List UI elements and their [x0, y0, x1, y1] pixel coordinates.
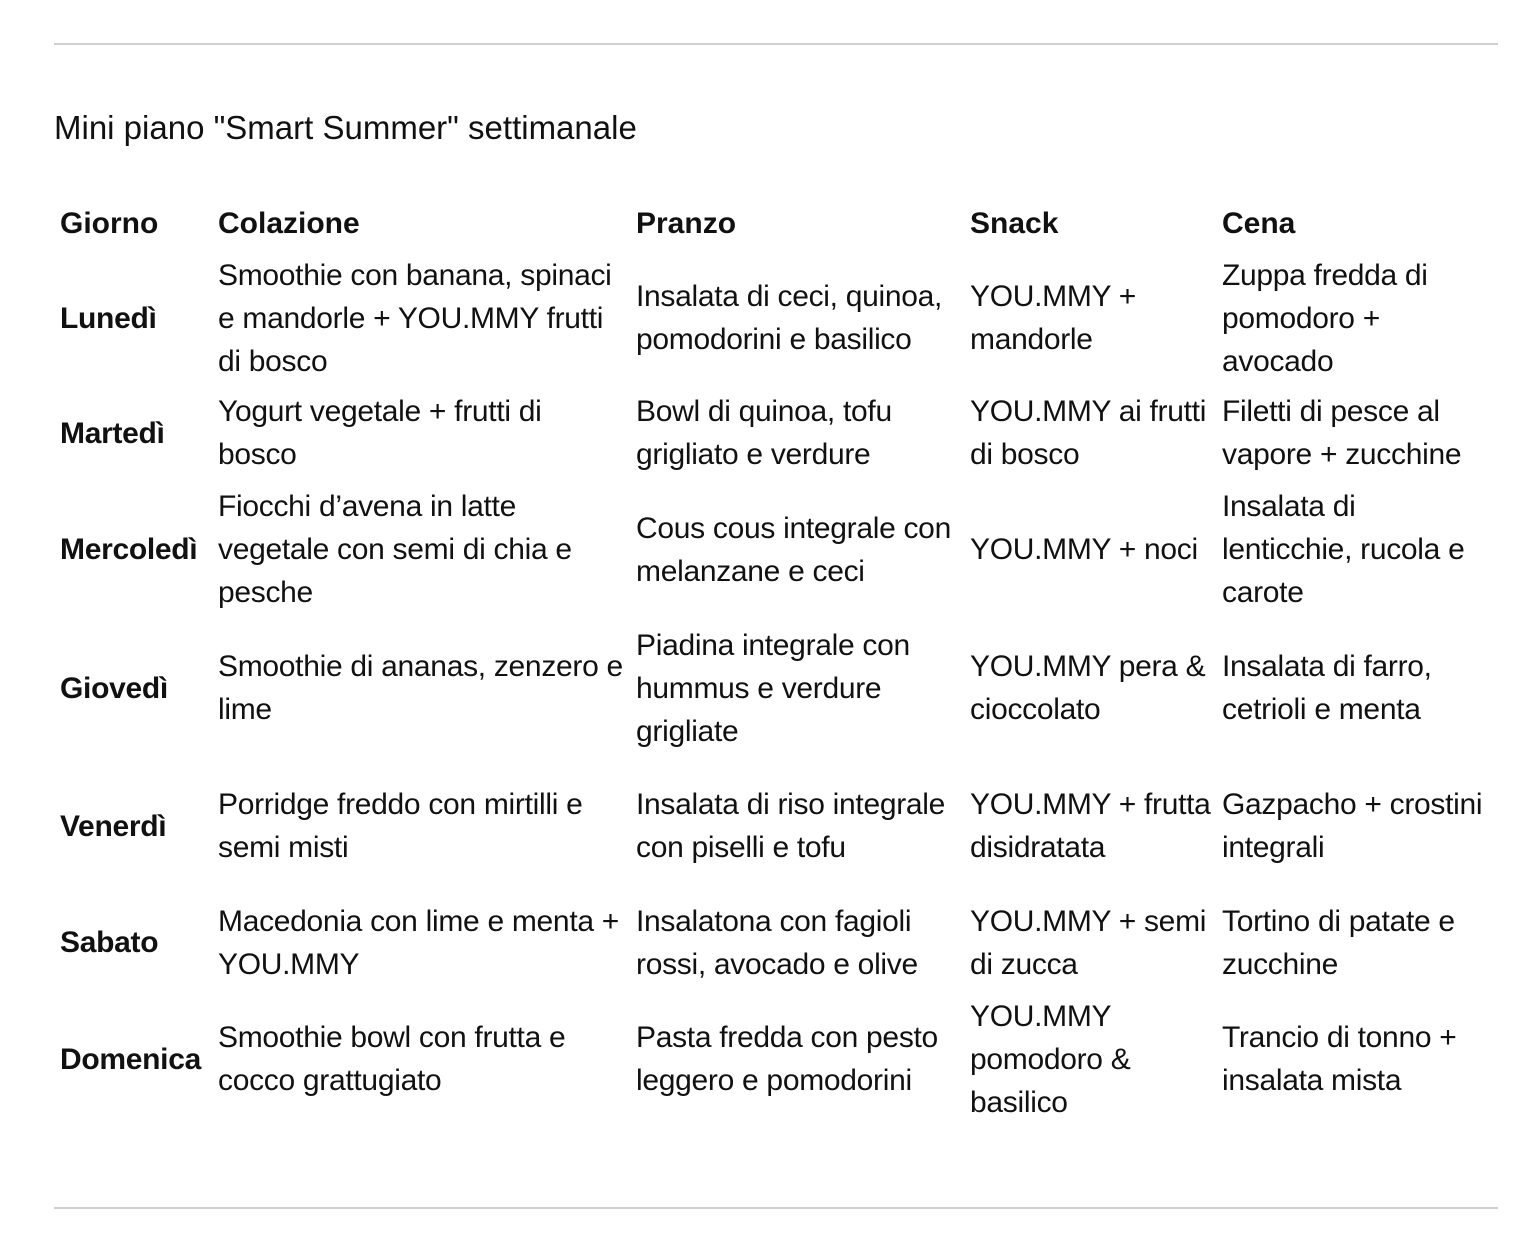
header-giorno: Giorno — [60, 206, 159, 240]
table-row — [56, 386, 1496, 480]
table-row — [56, 619, 1496, 757]
header-cena: Cena — [1222, 206, 1296, 240]
pranzo-cell: Bowl di quinoa, tofu grigliato e verdure — [636, 395, 892, 471]
pranzo-cell: Insalata di ceci, quinoa, pomodorini e basilico — [636, 280, 943, 356]
table-row — [56, 895, 1496, 990]
cena-cell: Trancio di tonno + insalata mista — [1222, 1021, 1457, 1097]
cena-cell: Tortino di patate e zucchine — [1222, 904, 1455, 981]
colazione-cell: Fiocchi d’avena in latte vegetale con semi di chia e pesche — [218, 490, 572, 609]
header-colazione: Colazione — [218, 206, 360, 240]
pranzo-cell: Insalatona con fagioli rossi, avocado e olive — [636, 904, 918, 981]
snack-cell: YOU.MMY ai frutti di bosco — [970, 395, 1207, 471]
snack-cell: YOU.MMY pomodoro & basilico — [970, 999, 1131, 1119]
weekly-meal-plan-table — [56, 198, 1496, 1128]
day-cell: Martedì — [60, 416, 165, 450]
snack-cell: YOU.MMY + semi di zucca — [970, 904, 1207, 981]
snack-cell: YOU.MMY pera & cioccolato — [970, 650, 1206, 726]
header-snack: Snack — [970, 206, 1059, 240]
table-row — [56, 480, 1496, 619]
table-row — [56, 250, 1496, 386]
colazione-cell: Smoothie di ananas, zenzero e lime — [218, 650, 623, 726]
cena-cell: Insalata di lenticchie, rucola e carote — [1222, 490, 1465, 609]
snack-cell: YOU.MMY + mandorle — [970, 280, 1136, 356]
table-row — [56, 757, 1496, 895]
snack-cell: YOU.MMY + noci — [970, 533, 1198, 566]
top-divider — [54, 43, 1498, 45]
colazione-cell: Yogurt vegetale + frutti di bosco — [218, 395, 542, 471]
colazione-cell: Porridge freddo con mirtilli e semi misti — [218, 788, 583, 864]
day-cell: Sabato — [60, 926, 159, 959]
pranzo-cell: Insalata di riso integrale con piselli e tofu — [636, 788, 946, 864]
day-cell: Venerdì — [60, 809, 167, 843]
pranzo-cell: Piadina integrale con hummus e verdure grigliate — [636, 628, 910, 748]
header-pranzo: Pranzo — [636, 206, 737, 240]
table-row — [56, 990, 1496, 1128]
cena-cell: Filetti di pesce al vapore + zucchine — [1222, 395, 1462, 471]
colazione-cell: Smoothie bowl con frutta e cocco grattugiato — [218, 1021, 566, 1097]
day-cell: Domenica — [60, 1042, 201, 1076]
bottom-divider — [54, 1207, 1498, 1209]
table-header-row — [56, 198, 1496, 250]
colazione-cell: Smoothie con banana, spinaci e mandorle + YOU.MMY frutti di bosco — [218, 258, 612, 378]
day-cell: Lunedì — [60, 301, 157, 335]
cena-cell: Gazpacho + crostini integrali — [1222, 788, 1483, 864]
colazione-cell: Macedonia con lime e menta + YOU.MMY — [218, 904, 619, 981]
page-title: Mini piano "Smart Summer" settimanale — [54, 109, 637, 146]
pranzo-cell: Pasta fredda con pesto leggero e pomodorini — [636, 1021, 938, 1097]
day-cell: Mercoledì — [60, 533, 198, 566]
day-cell: Giovedì — [60, 671, 168, 705]
cena-cell: Zuppa fredda di pomodoro + avocado — [1222, 258, 1428, 378]
snack-cell: YOU.MMY + frutta disidratata — [970, 788, 1211, 864]
pranzo-cell: Cous cous integrale con melanzane e ceci — [636, 511, 951, 588]
cena-cell: Insalata di farro, cetrioli e menta — [1222, 650, 1432, 726]
